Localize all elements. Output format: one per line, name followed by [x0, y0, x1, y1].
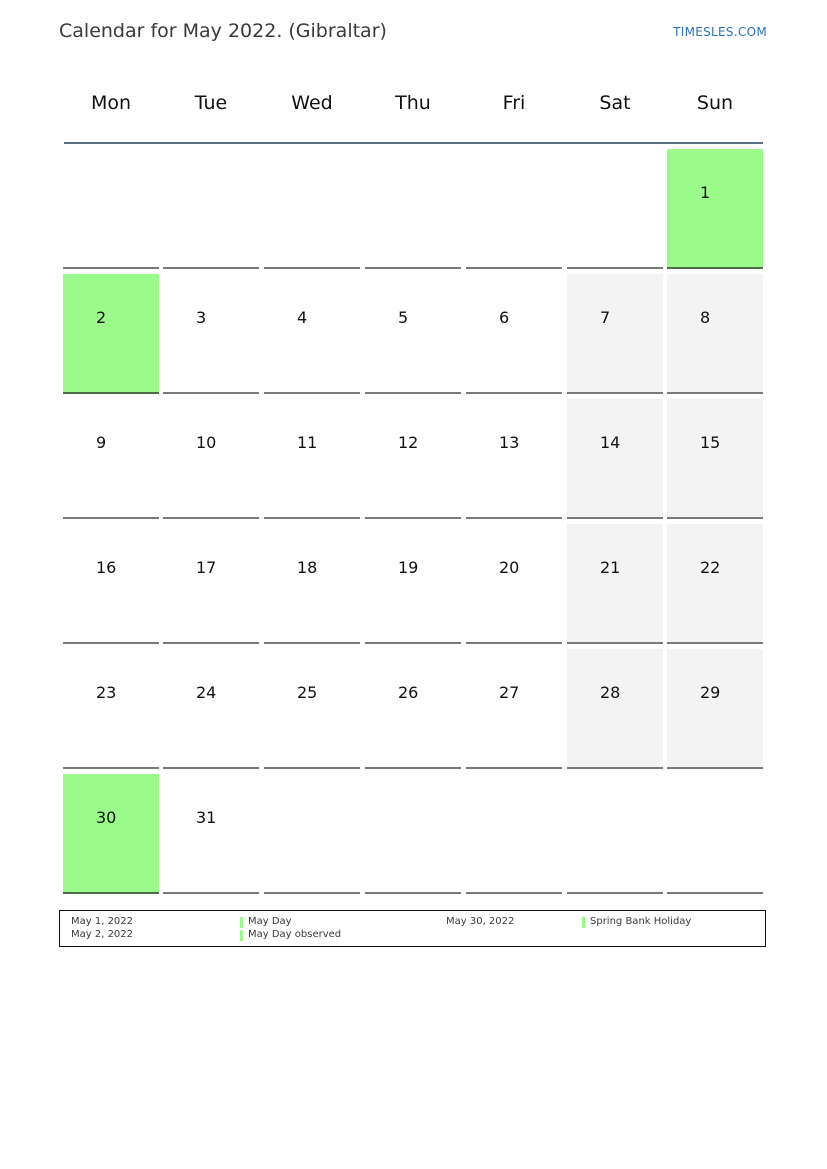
day-number: 23	[96, 683, 117, 702]
weekday-header-row	[63, 92, 763, 116]
day-cell-weekend	[667, 399, 763, 519]
day-cell	[466, 524, 562, 644]
day-cell	[63, 649, 159, 769]
page-title: Calendar for May 2022. (Gibraltar)	[59, 20, 387, 42]
day-number: 5	[398, 308, 409, 327]
legend-color-swatch	[240, 930, 243, 941]
day-cell-weekend	[567, 649, 663, 769]
day-number: 9	[96, 433, 107, 452]
legend-color-swatch	[240, 917, 243, 928]
day-number: 31	[196, 808, 217, 827]
legend-holiday-name: May Day	[248, 916, 292, 927]
day-number: 30	[96, 808, 117, 827]
day-number: 21	[600, 558, 621, 577]
empty-day-cell	[466, 149, 562, 269]
empty-day-cell	[264, 149, 360, 269]
day-cell	[264, 649, 360, 769]
empty-day-cell	[567, 149, 663, 269]
day-number: 1	[700, 183, 711, 202]
weekday-fri: Fri	[502, 92, 526, 114]
day-cell-weekend	[667, 524, 763, 644]
day-cell-weekend	[667, 649, 763, 769]
day-number: 19	[398, 558, 419, 577]
day-number: 20	[499, 558, 520, 577]
day-number: 28	[600, 683, 621, 702]
day-cell	[466, 274, 562, 394]
day-cell-weekend	[567, 274, 663, 394]
day-cell	[264, 524, 360, 644]
calendar-grid	[63, 149, 763, 894]
legend-holiday-name: Spring Bank Holiday	[590, 916, 692, 927]
day-cell-weekend	[567, 399, 663, 519]
day-number: 15	[700, 433, 721, 452]
legend-color-swatch	[582, 917, 585, 928]
holiday-legend	[59, 910, 766, 947]
weekday-thu: Thu	[395, 92, 431, 114]
site-link[interactable]: TIMESLES.COM	[673, 25, 767, 39]
day-number: 2	[96, 308, 107, 327]
day-cell	[365, 399, 461, 519]
weekday-mon: Mon	[90, 92, 132, 114]
day-cell	[163, 774, 259, 894]
day-cell	[365, 524, 461, 644]
weekday-tue: Tue	[194, 92, 228, 114]
day-number: 27	[499, 683, 520, 702]
day-cell-holiday	[63, 774, 159, 894]
day-number: 16	[96, 558, 117, 577]
day-number: 29	[700, 683, 721, 702]
day-number: 8	[700, 308, 711, 327]
legend-holiday-name: May Day observed	[248, 929, 342, 940]
day-number: 25	[297, 683, 318, 702]
day-number: 14	[600, 433, 621, 452]
day-cell	[264, 399, 360, 519]
day-cell	[163, 399, 259, 519]
day-number: 12	[398, 433, 419, 452]
empty-day-cell	[567, 774, 663, 894]
day-cell	[264, 274, 360, 394]
legend-date: May 30, 2022	[446, 916, 515, 927]
day-cell-weekend	[567, 524, 663, 644]
day-cell-holiday	[63, 274, 159, 394]
day-number: 4	[297, 308, 308, 327]
day-number: 3	[196, 308, 207, 327]
day-number: 10	[196, 433, 217, 452]
empty-day-cell	[163, 149, 259, 269]
empty-day-cell	[365, 774, 461, 894]
day-number: 17	[196, 558, 217, 577]
empty-day-cell	[63, 149, 159, 269]
day-cell	[63, 524, 159, 644]
day-number: 18	[297, 558, 318, 577]
day-number: 22	[700, 558, 721, 577]
day-cell	[163, 524, 259, 644]
day-number: 11	[297, 433, 318, 452]
day-number: 24	[196, 683, 217, 702]
legend-date: May 2, 2022	[71, 929, 134, 940]
header-divider	[64, 142, 763, 144]
weekday-sun: Sun	[696, 92, 734, 114]
day-cell-weekend	[667, 274, 763, 394]
empty-day-cell	[667, 774, 763, 894]
weekday-wed: Wed	[291, 92, 333, 114]
day-cell-holiday	[667, 149, 763, 269]
legend-date: May 1, 2022	[71, 916, 134, 927]
day-number: 6	[499, 308, 510, 327]
empty-day-cell	[264, 774, 360, 894]
day-cell	[466, 649, 562, 769]
day-cell	[63, 399, 159, 519]
day-cell	[365, 649, 461, 769]
day-cell	[466, 399, 562, 519]
day-number: 7	[600, 308, 611, 327]
day-cell	[163, 274, 259, 394]
empty-day-cell	[365, 149, 461, 269]
weekday-sat: Sat	[599, 92, 631, 114]
day-number: 26	[398, 683, 419, 702]
empty-day-cell	[466, 774, 562, 894]
day-number: 13	[499, 433, 520, 452]
day-cell	[365, 274, 461, 394]
day-cell	[163, 649, 259, 769]
